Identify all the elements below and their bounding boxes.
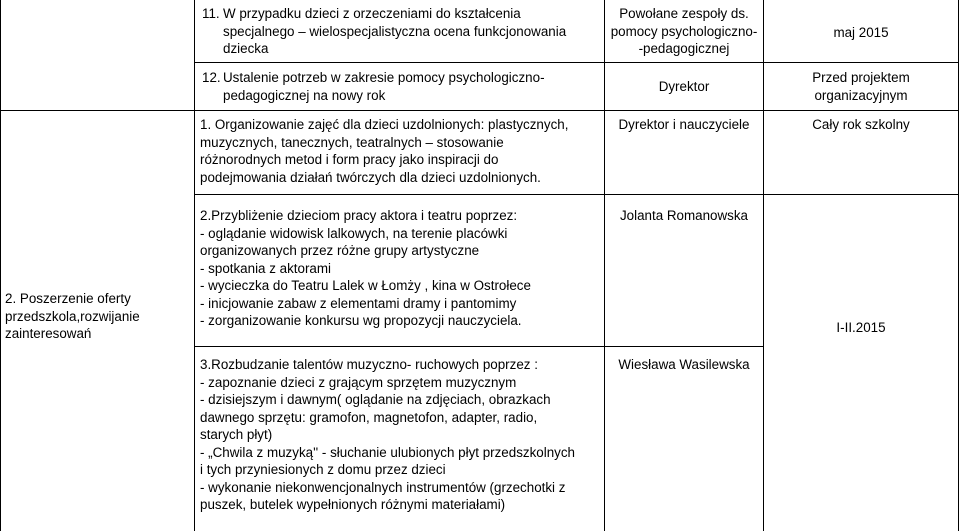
date-text: Cały rok szkolny — [812, 117, 910, 132]
table-row — [200, 207, 602, 330]
row-number: 11. — [202, 6, 220, 21]
task-text: - zapoznanie dzieci z grającym sprzętem muzycznym — [200, 374, 517, 390]
table-border — [604, 346, 763, 347]
row-number: 12. — [202, 70, 221, 85]
table-row — [202, 69, 602, 104]
responsible-text: pomocy psychologiczno- — [610, 23, 758, 39]
task-text: pedagogicznej na nowy rok — [223, 87, 386, 103]
responsible-text: Dyrektor i nauczyciele — [618, 117, 750, 132]
table-row — [202, 5, 602, 58]
table-border — [194, 194, 959, 195]
task-text: 3.Rozbudzanie talentów muzyczno- ruchowych poprzez : — [200, 357, 538, 372]
responsible-cell — [605, 116, 763, 134]
task-text: Ustalenie potrzeb w zakresie pomocy psychologiczno- — [223, 70, 545, 85]
task-text: - oglądanie widowisk lalkowych, na terenie placówki — [200, 225, 508, 241]
task-text: podejmowania działań twórczych dla dzieci uzdolnionych. — [200, 169, 541, 185]
responsible-cell — [605, 207, 763, 225]
date-cell — [764, 319, 958, 337]
table-border — [194, 0, 195, 531]
area-label-text: przedszkola,rozwijanie — [5, 308, 140, 324]
task-text: specjalnego – wielospecjalistyczna ocena funkcjonowania — [223, 23, 567, 39]
area-label-text: 2. Poszerzenie oferty — [5, 291, 131, 306]
area-label-text: zainteresowań — [5, 326, 92, 341]
date-cell — [764, 24, 958, 42]
date-cell — [764, 116, 958, 134]
task-text: - wycieczka do Teatru Lalek w Łomży , kina w Ostrołece — [200, 278, 531, 293]
responsible-cell — [605, 78, 763, 96]
date-text: organizacyjnym — [814, 87, 908, 103]
task-text: i tych przyniesionych z domu przez dzieci — [200, 462, 446, 477]
task-text: puszek, butelek wypełnionych różnymi materiałami) — [200, 497, 506, 512]
date-text: I-II.2015 — [836, 320, 886, 335]
responsible-cell — [605, 5, 763, 58]
task-text: muzycznych, tanecznych, teatralnych – stosowanie — [200, 134, 504, 150]
date-cell — [764, 69, 958, 104]
responsible-text: Dyrektor — [658, 79, 710, 94]
task-text: - „Chwila z muzyką'' - słuchanie ulubionych płyt przedszkolnych — [200, 444, 575, 460]
task-text: - inicjowanie zabaw z elementami dramy i pantomimy — [200, 295, 517, 311]
task-text: 1. Organizowanie zajęć dla dzieci uzdolnionych: plastycznych, — [200, 117, 569, 132]
task-text: organizowanych przez różne grupy artystyczne — [200, 243, 480, 258]
task-text: - dzisiejszym i dawnym( oglądanie na zdjęciach, obrazkach — [200, 392, 551, 407]
responsible-text: Wiesława Wasilewska — [618, 357, 750, 372]
table-border — [194, 62, 959, 63]
task-text: - wykonanie niekonwencjonalnych instrumentów (grzechotki z — [200, 479, 566, 495]
responsible-text: Powołane zespoły ds. — [619, 6, 749, 21]
table-row — [200, 116, 602, 186]
task-text: dawnego sprzętu: gramofon, magnetofon, adapter, radio, — [200, 409, 538, 425]
task-text: 2.Przybliżenie dzieciom pracy aktora i teatru poprzez: — [200, 208, 518, 223]
area-label — [5, 290, 193, 343]
task-text: W przypadku dzieci z orzeczeniami do kształcenia — [223, 6, 521, 21]
task-text: - zorganizowanie konkursu wg propozycji nauczyciela. — [200, 313, 522, 328]
task-text: różnorodnych metod i form pracy jako inspiracji do — [200, 152, 499, 167]
date-text: maj 2015 — [833, 25, 889, 40]
responsible-text: Jolanta Romanowska — [619, 208, 749, 223]
table-row — [200, 356, 602, 514]
responsible-text: -pedagogicznej — [638, 41, 730, 56]
responsible-cell — [605, 356, 763, 374]
task-text: - spotkania z aktorami — [200, 260, 331, 276]
task-text: starych płyt) — [200, 427, 273, 442]
table-border — [0, 110, 959, 111]
task-text: dziecka — [223, 41, 269, 56]
date-text: Przed projektem — [812, 70, 910, 85]
table-border — [958, 0, 959, 531]
table-border — [194, 346, 604, 347]
table-border — [0, 0, 1, 531]
